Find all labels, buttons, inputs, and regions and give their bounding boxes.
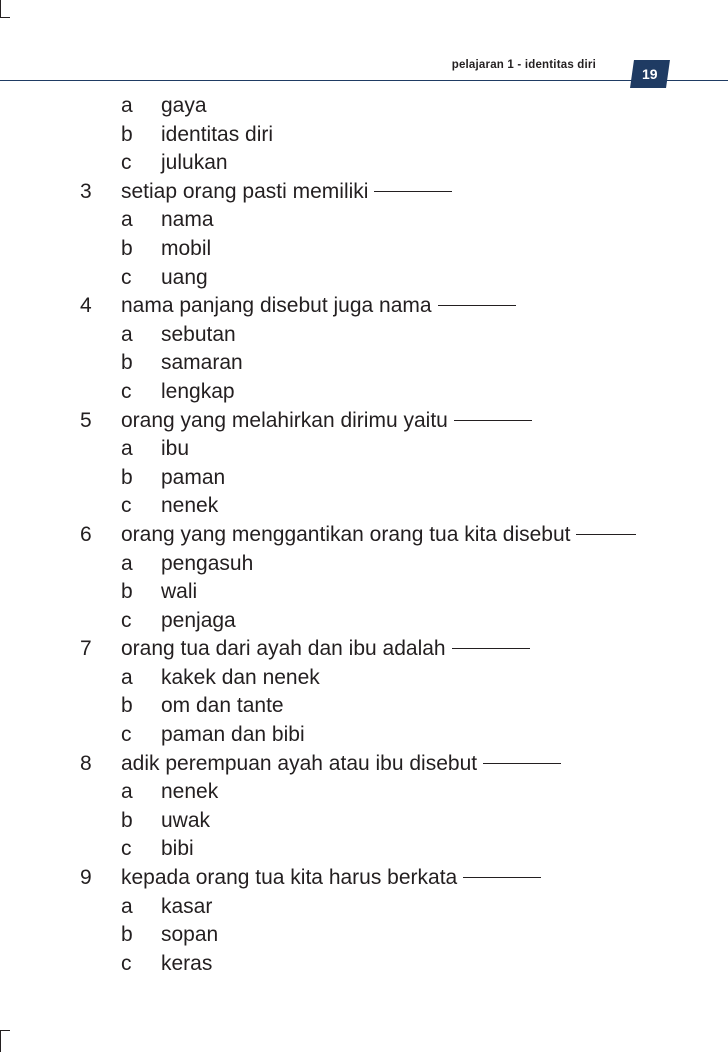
- crop-mark-bottom-left-horizontal: [0, 1030, 10, 1031]
- question-text: kepada orang tua kita harus berkata: [121, 864, 541, 893]
- option-line: [0, 664, 728, 693]
- header-rule: [0, 80, 728, 81]
- option-letter: a: [121, 208, 133, 232]
- option-letter: c: [121, 951, 132, 975]
- option-text: nenek: [161, 494, 219, 518]
- answer-blank: [463, 877, 541, 878]
- option-text: lengkap: [161, 379, 235, 403]
- option-text: nama: [161, 208, 214, 232]
- question-number: 8: [80, 751, 92, 775]
- option-text: paman dan bibi: [161, 723, 305, 747]
- option-letter: a: [121, 894, 133, 918]
- option-letter: c: [121, 265, 132, 289]
- option-line: [0, 321, 728, 350]
- question-line: [0, 292, 728, 321]
- option-letter: a: [121, 780, 133, 804]
- option-line: [0, 492, 728, 521]
- question-number: 5: [80, 408, 92, 432]
- option-letter: a: [121, 551, 133, 575]
- option-line: [0, 349, 728, 378]
- option-letter: b: [121, 580, 133, 604]
- question-text: nama panjang disebut juga nama: [121, 292, 516, 321]
- option-text: pengasuh: [161, 551, 254, 575]
- option-letter: c: [121, 379, 132, 403]
- option-text: ibu: [161, 437, 190, 461]
- option-letter: b: [121, 465, 133, 489]
- option-letter: b: [121, 122, 133, 146]
- option-text: identitas diri: [161, 122, 274, 146]
- page-number-badge: [630, 60, 670, 88]
- question-text: orang yang menggantikan orang tua kita disebut: [121, 521, 636, 550]
- option-line: [0, 893, 728, 922]
- question-line: [0, 178, 728, 207]
- option-text: paman: [161, 465, 226, 489]
- option-letter: c: [121, 837, 132, 861]
- option-text: julukan: [161, 151, 228, 175]
- option-text: kakek dan nenek: [161, 665, 320, 689]
- option-text: bibi: [161, 837, 194, 861]
- option-text: sopan: [161, 923, 219, 947]
- option-text: om dan tante: [161, 694, 284, 718]
- question-line: [0, 750, 728, 779]
- option-letter: a: [121, 322, 133, 346]
- question-text: orang tua dari ayah dan ibu adalah: [121, 635, 530, 664]
- option-letter: b: [121, 236, 133, 260]
- question-list: [0, 92, 728, 978]
- question-text: adik perempuan ayah atau ibu disebut: [121, 750, 561, 779]
- question-number: 4: [80, 294, 92, 318]
- option-text: mobil: [161, 236, 212, 260]
- option-line: [0, 464, 728, 493]
- option-line: [0, 206, 728, 235]
- option-line: [0, 607, 728, 636]
- option-line: [0, 835, 728, 864]
- question-text: setiap orang pasti memiliki: [121, 178, 452, 207]
- option-letter: c: [121, 608, 132, 632]
- answer-blank: [374, 191, 452, 192]
- option-letter: a: [121, 665, 133, 689]
- answer-blank: [438, 305, 516, 306]
- answer-blank: [452, 648, 530, 649]
- option-line: [0, 550, 728, 579]
- option-line: [0, 721, 728, 750]
- answer-blank: [483, 763, 561, 764]
- page-number: 19: [642, 66, 658, 82]
- option-text: uang: [161, 265, 208, 289]
- option-text: wali: [161, 580, 198, 604]
- question-line: [0, 635, 728, 664]
- question-line: [0, 521, 728, 550]
- question-number: 6: [80, 522, 92, 546]
- option-line: [0, 121, 728, 150]
- option-text: samaran: [161, 351, 243, 375]
- option-letter: c: [121, 151, 132, 175]
- option-letter: c: [121, 723, 132, 747]
- option-letter: b: [121, 808, 133, 832]
- option-line: [0, 149, 728, 178]
- crop-mark-top-left-vertical: [0, 0, 1, 18]
- answer-blank: [576, 534, 636, 535]
- option-line: [0, 950, 728, 979]
- option-line: [0, 807, 728, 836]
- answer-blank: [454, 420, 532, 421]
- question-number: 9: [80, 866, 92, 890]
- option-letter: c: [121, 494, 132, 518]
- option-line: [0, 264, 728, 293]
- option-letter: a: [121, 437, 133, 461]
- option-letter: b: [121, 694, 133, 718]
- option-text: kasar: [161, 894, 213, 918]
- question-number: 7: [80, 637, 92, 661]
- option-text: sebutan: [161, 322, 236, 346]
- option-line: [0, 921, 728, 950]
- question-line: [0, 407, 728, 436]
- option-line: [0, 578, 728, 607]
- question-text: orang yang melahirkan dirimu yaitu: [121, 407, 532, 436]
- option-letter: b: [121, 923, 133, 947]
- option-line: [0, 378, 728, 407]
- running-header-title: pelajaran 1 - identitas diri: [451, 59, 596, 71]
- crop-mark-top-left-horizontal: [0, 17, 10, 18]
- option-text: penjaga: [161, 608, 236, 632]
- option-line: [0, 778, 728, 807]
- option-line: [0, 692, 728, 721]
- option-line: [0, 92, 728, 121]
- option-line: [0, 435, 728, 464]
- question-line: [0, 864, 728, 893]
- question-number: 3: [80, 179, 92, 203]
- option-text: gaya: [161, 94, 207, 117]
- option-letter: b: [121, 351, 133, 375]
- crop-mark-bottom-left-vertical: [0, 1030, 1, 1052]
- option-letter: a: [121, 94, 133, 117]
- option-line: [0, 235, 728, 264]
- option-text: uwak: [161, 808, 211, 832]
- option-text: nenek: [161, 780, 219, 804]
- option-text: keras: [161, 951, 213, 975]
